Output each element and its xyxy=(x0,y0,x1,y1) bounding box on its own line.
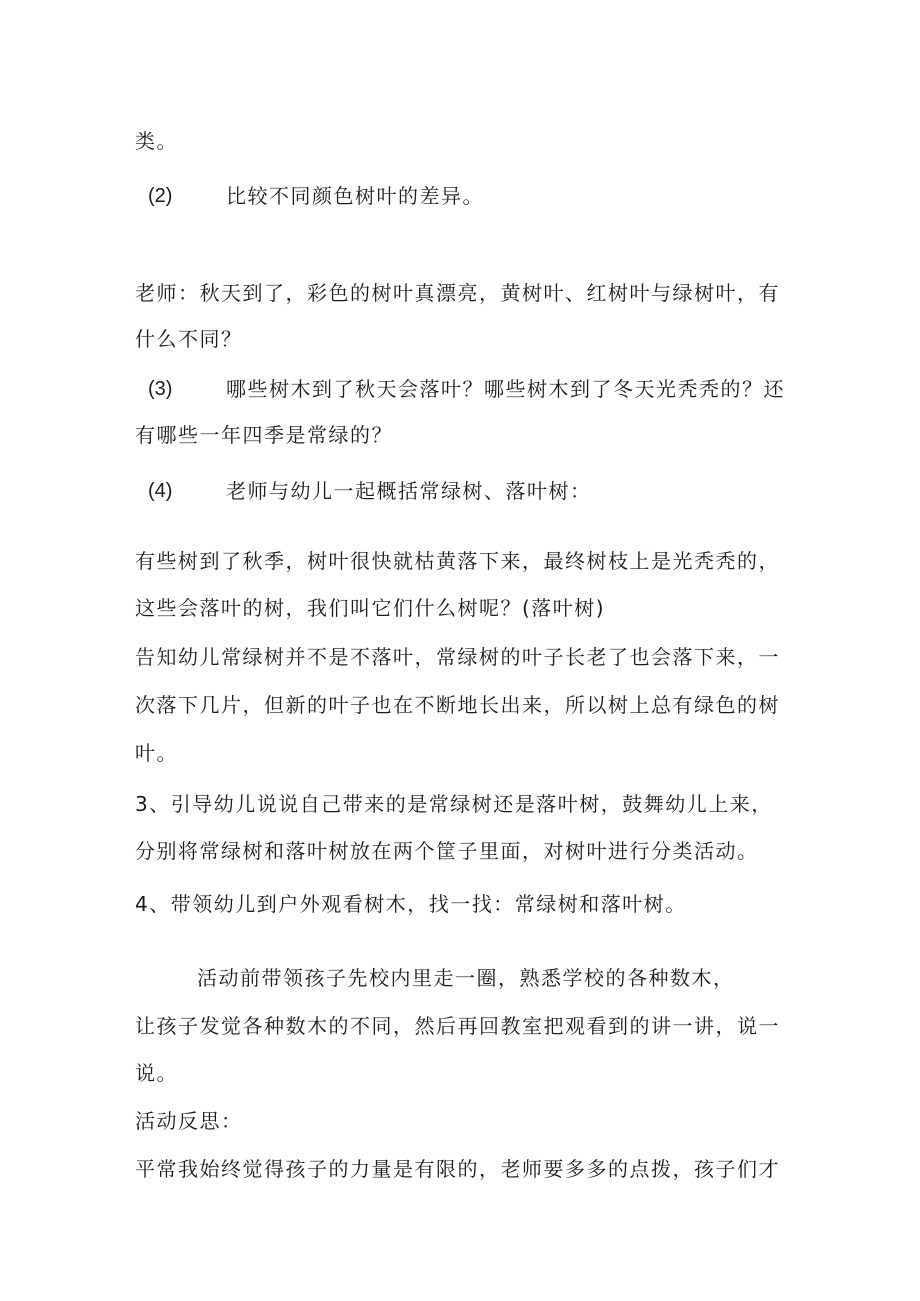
text-line: 告知幼儿常绿树并不是不落叶，常绿树的叶子长老了也会落下来，一 xyxy=(135,645,780,669)
text-line: 说。 xyxy=(135,1061,178,1085)
text-line: 类。 xyxy=(135,129,178,153)
text-line: 活动反思： xyxy=(135,1109,243,1133)
text-line: 次落下几片，但新的叶子也在不断地长出来，所以树上总有绿色的树 xyxy=(135,693,780,717)
list-number: (2) xyxy=(148,185,173,207)
text-line: 什么不同？ xyxy=(135,327,243,351)
list-number: (3) xyxy=(148,378,173,400)
list-item-text: 老师与幼儿一起概括常绿树、落叶树： xyxy=(226,479,592,503)
text-line: 有些树到了秋季，树叶很快就枯黄落下来，最终树枝上是光秃秃的， xyxy=(135,549,780,573)
text-line: 平常我始终觉得孩子的力量是有限的，老师要多多的点拨，孩子们才 xyxy=(135,1157,780,1181)
text-line: 分别将常绿树和落叶树放在两个筐子里面，对树叶进行分类活动。 xyxy=(135,839,759,863)
list-number: (4) xyxy=(148,480,173,502)
text-line: 这些会落叶的树，我们叫它们什么树呢？(落叶树) xyxy=(135,596,606,620)
text-line: 让孩子发觉各种数木的不同，然后再回教室把观看到的讲一讲，说一 xyxy=(135,1014,780,1038)
text-line: 老师：秋天到了，彩色的树叶真漂亮，黄树叶、红树叶与绿树叶，有 xyxy=(135,281,780,305)
text-line: 3、引导幼儿说说自己带来的是常绿树还是落叶树，鼓舞幼儿上来， xyxy=(135,792,773,816)
text-line: 4、带领幼儿到户外观看树木，找一找：常绿树和落叶树。 xyxy=(135,892,687,916)
text-line: 叶。 xyxy=(135,741,178,765)
text-line: 活动前带领孩子先校内里走一圈，熟悉学校的各种数木， xyxy=(197,966,735,990)
list-item-text: 哪些树木到了秋天会落叶？哪些树木到了冬天光秃秃的？还 xyxy=(226,377,785,401)
list-item-text: 比较不同颜色树叶的差异。 xyxy=(226,184,484,208)
text-line: 有哪些一年四季是常绿的？ xyxy=(135,423,393,447)
